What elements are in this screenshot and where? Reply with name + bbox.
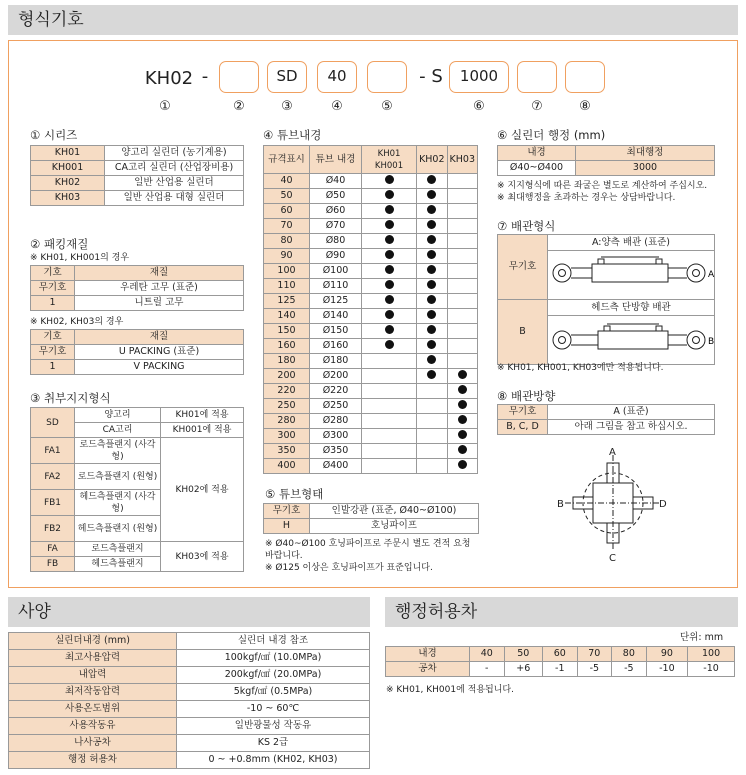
code-num-8: ⑧ [579, 99, 591, 114]
dot-icon [427, 370, 436, 379]
code-num-3: ③ [281, 99, 293, 114]
dot-icon [385, 280, 394, 289]
code-box-2 [219, 61, 259, 93]
dot-icon [427, 310, 436, 319]
bore-title: ④ 튜브내경 [263, 128, 322, 142]
packing-note-1: ※ KH01, KH001의 경우 [30, 253, 130, 263]
dot-icon [427, 280, 436, 289]
bore-row: 350 Ø350 [264, 444, 478, 459]
bore-row: 100 Ø100 [264, 264, 478, 279]
bore-row: 400 Ø400 [264, 459, 478, 474]
dot-icon [458, 415, 467, 424]
dot-icon [427, 340, 436, 349]
stroke-note-1: ※ 지지형식에 따른 좌굴은 별도로 계산하여 주십시오. [497, 181, 708, 191]
dot-icon [458, 430, 467, 439]
code-box-8 [565, 61, 605, 93]
code-dash: - [201, 66, 209, 87]
dir-c: C [609, 553, 616, 564]
bore-row: 110 Ø110 [264, 279, 478, 294]
spec-row: 사용온도범위 -10 ~ 60℃ [9, 701, 370, 718]
tube-note-2: ※ Ø125 이상은 호닝파이프가 표준입니다. [265, 563, 433, 573]
dot-icon [385, 325, 394, 334]
bore-row: 150 Ø150 [264, 324, 478, 339]
code-box-5 [367, 61, 407, 93]
code-box-6: 1000 [449, 61, 509, 93]
stroke-title: ⑥ 실린더 행정 (mm) [497, 128, 606, 142]
dot-icon [427, 250, 436, 259]
dir-a: A [609, 447, 616, 458]
code-box-3: SD [267, 61, 307, 93]
tolerance-table: 내경 40 50 60 70 80 90 100 공차 - +6 -1 -5 -5 -10 -10 [385, 646, 735, 677]
spec-table [8, 632, 370, 769]
spec-row: 나사공차 KS 2급 [9, 735, 370, 752]
dot-icon [385, 205, 394, 214]
tube-note-1: ※ Ø40~Ø100 호닝파이프로 주문시 별도 견적 요청 바랍니다. [265, 539, 471, 561]
bore-row: 250 Ø250 [264, 399, 478, 414]
spec-row: 최저작동압력 5kgf/㎠ (0.5MPa) [9, 684, 370, 701]
tube-table: 무기호 인발강관 (표준, Ø40~Ø100) H 호닝파이프 [263, 503, 479, 534]
dot-icon [385, 250, 394, 259]
spec-row: 최고사용압력 100kgf/㎠ (10.0MPa) [9, 650, 370, 667]
dot-icon [427, 235, 436, 244]
mounting-table: SD 양고리 KH01에 적용 CA고리 KH001에 적용 FA1 로드측플랜지 (사각형) KH02에 적용 FA2 로드측플랜지 (원형) FB1 헤드측플랜지 (사각형) FB2 헤드측플랜지 (원형) FA 로드측플랜지 KH03에 적용 FB 헤드측플랜지 [30, 407, 244, 572]
code-num-2: ② [233, 99, 245, 114]
bore-row: 280 Ø280 [264, 414, 478, 429]
dot-icon [427, 220, 436, 229]
direction-title: ⑧ 배관방향 [497, 389, 556, 403]
dot-icon [385, 310, 394, 319]
bore-row: 160 Ø160 [264, 339, 478, 354]
piping-b-diagram [548, 316, 714, 360]
code-num-1: ① [159, 99, 171, 114]
dot-icon [385, 235, 394, 244]
bore-row: 200 Ø200 [264, 369, 478, 384]
dot-icon [458, 460, 467, 469]
dot-icon [385, 175, 394, 184]
dot-icon [385, 340, 394, 349]
piping-title: ⑦ 배관형식 [497, 219, 556, 233]
dot-icon [427, 190, 436, 199]
spec-row: 내압력 200kgf/㎠ (20.0MPa) [9, 667, 370, 684]
series-table: KH01 양고리 실린더 (농기계용) KH001 CA고리 실린더 (산업장비용) KH02 일반 산업용 실린더 KH03 일반 산업용 대형 실린더 [30, 145, 244, 206]
code-box-7 [517, 61, 557, 93]
code-num-4: ④ [331, 99, 343, 114]
section-header-spec: 사양 [8, 597, 370, 627]
dot-icon [458, 370, 467, 379]
bore-row: 140 Ø140 [264, 309, 478, 324]
code-num-5: ⑤ [381, 99, 393, 114]
dot-icon [427, 355, 436, 364]
code-box-4: 40 [317, 61, 357, 93]
piping-a-letter: A [708, 270, 714, 280]
bore-row: 70 Ø70 [264, 219, 478, 234]
dot-icon [458, 400, 467, 409]
tolerance-note: ※ KH01, KH001에 적용됩니다. [386, 685, 514, 695]
series-title: ① 시리즈 [30, 128, 78, 142]
bore-row: 90 Ø90 [264, 249, 478, 264]
bore-row: 300 Ø300 [264, 429, 478, 444]
code-dash-s: - S [419, 66, 443, 87]
bore-row: 125 Ø125 [264, 294, 478, 309]
piping-table: 무기호 A:양측 배관 (표준) A B 헤드측 단방향 배관 B [497, 234, 715, 365]
direction-table: 무기호 A (표준) B, C, D 아래 그림을 참고 하십시오. [497, 404, 715, 435]
code-num-7: ⑦ [531, 99, 543, 114]
code-num-6: ⑥ [473, 99, 485, 114]
section-header-model-code: 형식기호 [8, 5, 738, 35]
packing-title: ② 패킹재질 [30, 237, 89, 251]
stroke-table: 내경 최대행정 Ø40~Ø400 3000 [497, 145, 715, 176]
dot-icon [427, 325, 436, 334]
packing-note-2: ※ KH02, KH03의 경우 [30, 317, 124, 327]
packing-table-1: 기호 재질 무기호 우레탄 고무 (표준) 1 니트릴 고무 [30, 265, 244, 311]
mounting-title: ③ 취부지지형식 [30, 391, 111, 405]
dir-d: D [659, 499, 667, 510]
dot-icon [385, 220, 394, 229]
dot-icon [458, 385, 467, 394]
dot-icon [427, 295, 436, 304]
dir-b: B [557, 499, 564, 510]
direction-diagram [555, 445, 675, 565]
spec-row: 행정 허용차 0 ~ +0.8mm (KH02, KH03) [9, 752, 370, 769]
dot-icon [385, 265, 394, 274]
piping-note: ※ KH01, KH001, KH03에만 적용됩니다. [497, 363, 664, 373]
bore-table: 규격표시 튜브 내경 KH01 KH001 KH02 KH03 40 Ø40 50 Ø50 60 Ø60 70 Ø70 80 Ø80 90 Ø90 100 Ø100 110 Ø110 125 Ø125 140 Ø140 150 Ø150 160 Ø160 180 Ø180 200 Ø200 220 Ø220 250 Ø250 280 Ø280 300 Ø300 350 Ø350 400 Ø400 [263, 145, 478, 474]
piping-a-diagram [548, 251, 714, 295]
section-header-tolerance: 행정허용차 [385, 597, 738, 627]
bore-row: 60 Ø60 [264, 204, 478, 219]
tube-title: ⑤ 튜브형태 [265, 487, 324, 501]
stroke-note-2: ※ 최대행정을 초과하는 경우는 상담바랍니다. [497, 193, 676, 203]
dot-icon [427, 265, 436, 274]
spec-row: 실린더내경 (mm) 실린더 내경 참조 [9, 633, 370, 650]
bore-row: 220 Ø220 [264, 384, 478, 399]
bore-row: 180 Ø180 [264, 354, 478, 369]
dot-icon [427, 175, 436, 184]
dot-icon [385, 295, 394, 304]
dot-icon [427, 205, 436, 214]
piping-b-letter: B [708, 337, 714, 347]
spec-row: 사용작동유 일반광물성 작동유 [9, 718, 370, 735]
dot-icon [458, 445, 467, 454]
bore-row: 80 Ø80 [264, 234, 478, 249]
packing-table-2: 기호 재질 무기호 U PACKING (표준) 1 V PACKING [30, 329, 244, 375]
dot-icon [385, 190, 394, 199]
bore-row: 40 Ø40 [264, 174, 478, 189]
code-prefix: KH02 [144, 68, 194, 89]
bore-row: 50 Ø50 [264, 189, 478, 204]
tolerance-unit: 단위: mm [680, 632, 724, 643]
